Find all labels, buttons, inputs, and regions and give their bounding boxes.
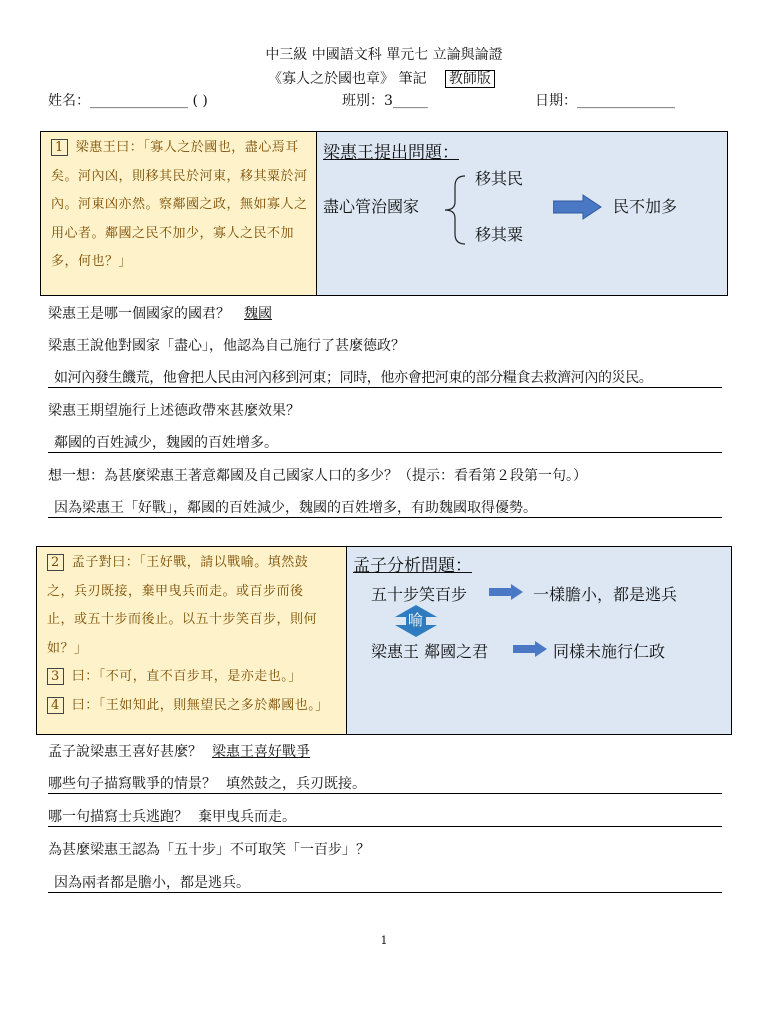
right-arrow-icon [489,583,525,601]
lesson-title: 《寡人之於國也章》 筆記 [268,71,427,87]
idiom-meaning-node: 一樣膽小，都是逃兵 [533,585,678,604]
analysis-title: 梁惠王提出問題： [323,143,459,163]
answer-3: 鄰國的百姓減少，魏國的百姓增多。 [48,432,722,453]
question-2: 梁惠王說他對國家「盡心」，他認為自己施行了甚麼德政？ [48,338,405,354]
section1-box [40,131,728,296]
passage-text: 梁惠王曰：「寡人之於國也，盡心焉耳矣。河內凶，則移其民於河東，移其粟於河內。河東凶亦然。察鄰國之政，無如寡人之用心者。鄰國之民不加少，寡人之民不加多，何也？」 [51,140,308,269]
answer-text: 填然鼓之，兵刃既接。 [226,776,366,792]
section1-passage [41,132,317,295]
metaphor-label: 喻 [408,611,424,629]
idiom-node: 五十步笑百步 [371,585,468,604]
worksheet-heading: 中三級 中國語文科 單元七 立論與論證 [265,47,503,63]
paragraph-number: 1 [51,139,68,156]
date-field: 日期：______________ [535,93,675,109]
question-1 [48,303,300,323]
passage-line: 2 孟子對曰：「王好戰，請以戰喻。填然鼓 [47,549,338,578]
passage-line: 如？」 [47,640,88,656]
right-arrow-icon [513,640,549,658]
teacher-version-label: 教師版 [445,70,495,88]
worksheet-subtitle [268,68,495,88]
right-arrow-icon [553,194,603,220]
passage-line: 之，兵刃既接，棄甲曳兵而走。或百步而後 [47,583,304,599]
question-3: 梁惠王期望施行上述德政帶來甚麼效果？ [48,403,300,419]
answer-text: 棄甲曳兵而走。 [198,809,296,825]
section1-analysis [317,132,727,295]
paragraph-number: 4 [47,697,64,714]
answer-2: 如河內發生饑荒，他會把人民由河內移到河東；同時，他亦會把河東的部分糧食去救濟河內的災民。 [48,367,722,388]
question-5 [48,741,338,761]
brace-icon [435,172,471,248]
question-text: 哪些句子描寫戰爭的情景？ [48,776,216,792]
result-node: 民不加多 [613,197,678,216]
page-number: 1 [380,934,388,947]
conclusion-node: 同樣未施行仁政 [553,642,666,661]
question-7 [48,806,722,827]
analysis-title: 孟子分析問題： [353,556,472,576]
passage-line: 止，或五十步而後止。以五十步笑百步，則何 [47,612,318,627]
passage-line: 4 曰：「王如知此，則無望民之多於鄰國也。」 [47,692,338,721]
branch-top-node: 移其民 [475,169,524,188]
answer-4: 因為梁惠王「好戰」，鄰國的百姓減少，魏國的百姓增多，有助魏國取得優勢。 [48,497,722,518]
paragraph-number: 3 [47,668,64,685]
question-text: 哪一句描寫士兵逃跑？ [48,809,188,825]
section2-box [36,546,732,735]
question-6 [48,773,722,794]
question-8: 為甚麼梁惠王認為「五十步」不可取笑「一百步」？ [48,842,370,858]
answer-text: 梁惠王喜好戰爭 [212,744,310,760]
class-field: 班別：3_____ [342,93,428,109]
question-text: 孟子說梁惠王喜好甚麼？ [48,744,202,760]
kings-node: 梁惠王 鄰國之君 [371,642,489,661]
name-field: 姓名：______________ ( ) [48,93,208,109]
section2-analysis [347,547,731,734]
passage-line: 3 曰：「不可，直不百步耳，是亦走也。」 [47,663,338,692]
branch-bottom-node: 移其粟 [475,225,524,244]
answer-text: 魏國 [244,306,272,322]
question-4: 想一想：為甚麼梁惠王著意鄰國及自己國家人口的多少？（提示：看看第２段第一句。） [48,468,587,484]
answer-8: 因為兩者都是膽小，都是逃兵。 [48,872,722,893]
paragraph-number: 2 [47,554,64,571]
section2-passage [37,547,347,734]
question-text: 梁惠王是哪一個國家的國君？ [48,306,230,322]
center-node: 盡心管治國家 [323,197,420,216]
